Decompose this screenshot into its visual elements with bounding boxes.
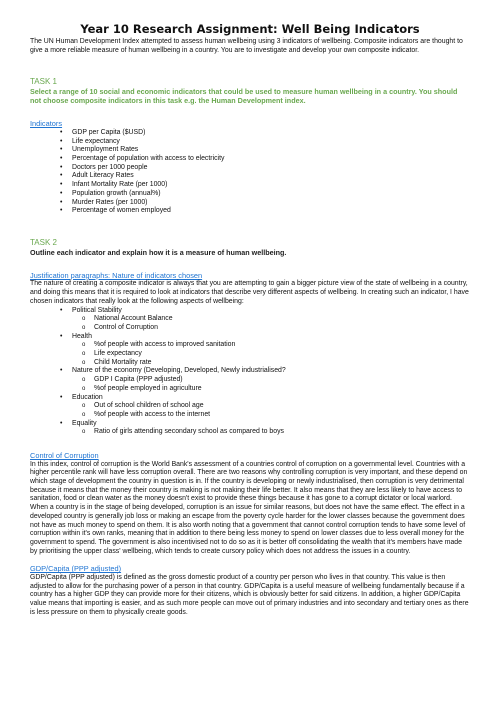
aspect-sublist	[82, 376, 470, 393]
list-item: • Infant Mortality Rate (per 1000)	[60, 181, 470, 190]
corruption-paragraph: In this index, control of corruption is the World Bank's assessment of a countries control of corruption on a governmental level. Countries with a higher percentile rank will have less corruption overall. There are two reasons why controlling corruption is very important, and these depend on which stage of development the country in question is in. If the country is developing or newly industrialised, then corruption is very detrimental because it means that the money their country is making is not making their life better. It also means that they are less likely to have access to sanitation, food or clean water as the money doesn't exist to provide these things because it has gone to a corrupt dictator or local warlord. When a country is in the stage of being developed, corruption is an issue for similar reasons, but does not have the same effect. The effect in a developed country is generally job loss or making an escape from the poverty cycle harder for the lower classes because the government does not have as much money to spend on them. It is also worth noting that a government that cannot control corruption tends to have some level of corruption within it's own ranks, meaning that in addition to there being less money to spend on lower classes due to less overall money for the government to spend. The government is also incentivised not to do so as it is better off consolidating the wealth that it's members have made by prioritising the upper class' wellbeing, which tends to create cursory policy which does not address the issues in a country.	[30, 460, 468, 555]
aspect-label: Equality	[72, 419, 97, 427]
aspect-political-stability	[60, 307, 470, 333]
aspect-education	[60, 394, 470, 420]
sub-item: o Out of school children of school age	[82, 402, 470, 411]
intro-paragraph: The UN Human Development Index attempted to assess human wellbeing using 3 indicators of wellbeing. Composite indicators are thought to give a more reliable measure of human wellbeing in a country. You are to investigate and develop your own composite indicator.	[30, 38, 463, 54]
sub-item: o Ratio of girls attending secondary school as compared to boys	[82, 428, 470, 437]
list-item: • Population growth (annual%)	[60, 190, 470, 199]
list-item: • Doctors per 1000 people	[60, 164, 470, 173]
sub-item: o Control of Corruption	[82, 324, 470, 333]
sub-item: o %of people with access to improved sanitation	[82, 341, 470, 350]
corruption-heading: Control of Corruption	[30, 451, 99, 461]
page-title: Year 10 Research Assignment: Well Being Indicators	[80, 22, 420, 36]
sub-item: o %of people with access to the internet	[82, 411, 470, 420]
aspect-equality	[60, 420, 470, 437]
list-item: • Unemployment Rates	[60, 146, 470, 155]
aspects-list	[60, 307, 470, 438]
gdp-heading: GDP/Capita (PPP adjusted)	[30, 564, 122, 574]
task2-heading: TASK 2	[30, 237, 57, 247]
indicators-heading: Indicators	[30, 119, 63, 129]
justification-paragraph: The nature of creating a composite indicator is always that you are attempting to gain a bigger picture view of the state of wellbeing in a country, and doing this means that it is required to look at indicators that describe very different aspects of wellbeing. In creating such an indicator, I have chosen indicators that really look at the following aspects of wellbeing:	[30, 280, 469, 305]
aspect-economy	[60, 367, 470, 393]
aspect-label: Political Stability	[72, 306, 122, 314]
list-item: • Murder Rates (per 1000)	[60, 199, 470, 208]
list-item: • Percentage of population with access to electricity	[60, 155, 470, 164]
aspect-label: Nature of the economy (Developing, Developed, Newly industrialised?	[72, 367, 286, 375]
sub-item: o GDP I Capita (PPP adjusted)	[82, 376, 470, 385]
indicators-list	[60, 129, 470, 216]
aspect-sublist	[82, 341, 470, 367]
sub-item: o National Account Balance	[82, 315, 470, 324]
sub-item: o %of people employed in agriculture	[82, 385, 470, 394]
sub-item: o Child Mortality rate	[82, 359, 470, 368]
aspect-sublist	[82, 315, 470, 332]
gdp-paragraph: GDP/Capita (PPP adjusted) is defined as the gross domestic product of a country per person who lives in that country. This value is then adjusted to allow for the purchasing power of a person in that country. GDP/Capita is a useful measure of wellbeing fundamentally because if a country has a higher GDP they can provide more for their citizens, which is obviously better for said citizens. In addition, a higher GDP/Capita value means that importing is easier, and as such more people can move out of primary industries and into secondary and tertiary ones as there is less pressure on them to physically create goods.	[30, 573, 469, 616]
sub-item: o Life expectancy	[82, 350, 470, 359]
aspect-sublist	[82, 402, 470, 419]
task2-instruction: Outline each indicator and explain how it is a measure of human wellbeing.	[30, 247, 287, 257]
list-item: • GDP per Capita ($USD)	[60, 129, 470, 138]
list-item: • Adult Literacy Rates	[60, 172, 470, 181]
aspect-label: Health	[72, 332, 92, 340]
list-item: • Life expectancy	[60, 138, 470, 147]
task1-heading: TASK 1	[30, 77, 57, 87]
task1-instruction: Select a range of 10 social and economic indicators that could be used to measure human wellbeing in a country. You should not choose composite indicators in this task e.g. the Human Development index.	[30, 87, 458, 106]
aspect-sublist	[82, 428, 470, 437]
aspect-health	[60, 333, 470, 368]
list-item: • Percentage of women employed	[60, 207, 470, 216]
aspect-label: Education	[72, 393, 103, 401]
justification-heading: Justification paragraphs: Nature of indicators chosen	[30, 270, 203, 280]
